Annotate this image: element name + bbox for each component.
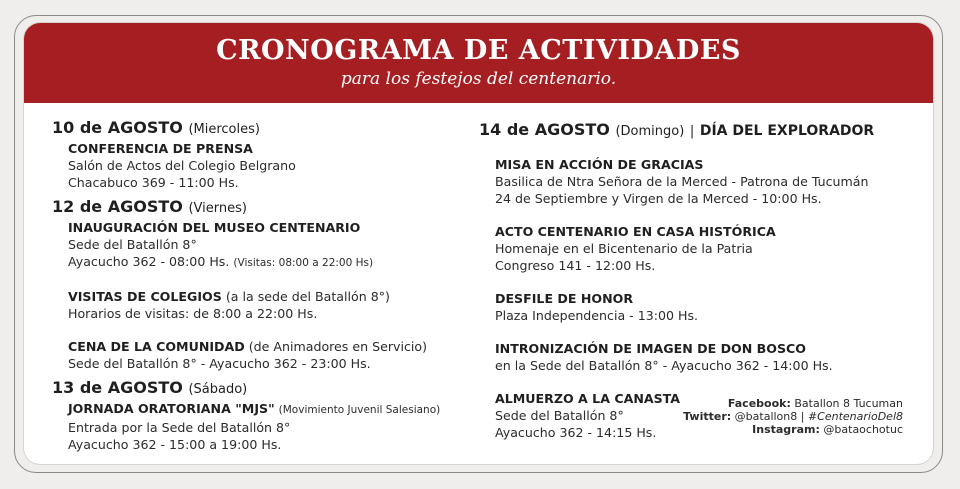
event-title-row: CENA DE LA COMUNIDAD (de Animadores en Servicio) [68, 339, 428, 354]
date-heading: 13 de AGOSTO (Sábado) [52, 378, 248, 397]
date-heading: 12 de AGOSTO (Viernes) [52, 197, 247, 216]
page-subtitle: para los festejos del centenario. [340, 69, 617, 89]
event-title: JORNADA ORATORIANA "MJS" [68, 401, 275, 416]
facebook-line: Facebook: Batallon 8 Tucuman [727, 397, 903, 410]
page-title: CRONOGRAMA DE ACTIVIDADES [216, 35, 741, 66]
social-links [683, 397, 903, 436]
schedule-card [24, 23, 933, 464]
event-line: Sede del Batallón 8° [68, 237, 197, 252]
event-line: Plaza Independencia - 13:00 Hs. [495, 308, 699, 323]
event-title: DESFILE DE HONOR [495, 291, 634, 306]
event-line: Congreso 141 - 12:00 Hs. [495, 258, 656, 273]
event-item [68, 140, 472, 191]
event-item [495, 223, 919, 274]
event-title-row: VISITAS DE COLEGIOS (a la sede del Batallón 8°) [68, 289, 390, 304]
event-line: Chacabuco 369 - 11:00 Hs. [68, 175, 239, 190]
event-line: Basilica de Ntra Señora de la Merced - Patrona de Tucumán [495, 174, 869, 189]
event-line: en la Sede del Batallón 8° - Ayacucho 362 - 14:00 Hs. [495, 358, 833, 373]
special-day-label: DÍA DEL EXPLORADOR [699, 123, 875, 139]
event-title: INTRONIZACIÓN DE IMAGEN DE DON BOSCO [495, 341, 807, 356]
event-line: Ayacucho 362 - 14:15 Hs. [495, 425, 657, 440]
left-column [52, 118, 472, 453]
event-title: INAUGURACIÓN DEL MUSEO CENTENARIO [68, 220, 361, 235]
event-line: Entrada por la Sede del Batallón 8° [68, 420, 291, 435]
event-item [68, 338, 472, 372]
event-line: Ayacucho 362 - 15:00 a 19:00 Hs. [68, 437, 282, 452]
event-title: CENA DE LA COMUNIDAD [68, 339, 245, 354]
event-title-row: JORNADA ORATORIANA "MJS" (Movimiento Juvenil Salesiano) [68, 401, 441, 416]
event-line: 24 de Septiembre y Virgen de la Merced - 10:00 Hs. [495, 191, 822, 206]
event-item [68, 219, 472, 272]
event-title: ALMUERZO A LA CANASTA [495, 391, 681, 406]
event-item [495, 156, 919, 207]
event-line: Ayacucho 362 - 08:00 Hs. (Visitas: 08:00 a 22:00 Hs) [68, 254, 374, 269]
instagram-line: Instagram: @bataochotuc [752, 423, 903, 436]
date-heading: 10 de AGOSTO (Miercoles) [52, 118, 260, 137]
date-heading: 14 de AGOSTO (Domingo) | DÍA DEL EXPLORADOR [479, 120, 875, 139]
event-item [68, 288, 472, 322]
event-item [495, 340, 919, 374]
header-banner [24, 23, 933, 103]
event-item [495, 290, 919, 324]
event-line: Sede del Batallón 8° [495, 408, 624, 423]
event-line: Salón de Actos del Colegio Belgrano [68, 158, 296, 173]
event-title: ACTO CENTENARIO EN CASA HISTÓRICA [495, 224, 776, 239]
right-column [479, 120, 919, 441]
event-line: Horarios de visitas: de 8:00 a 22:00 Hs. [68, 306, 318, 321]
event-item [68, 400, 472, 453]
event-line: Sede del Batallón 8° - Ayacucho 362 - 23:00 Hs. [68, 356, 371, 371]
event-title: MISA EN ACCIÓN DE GRACIAS [495, 157, 704, 172]
event-title: VISITAS DE COLEGIOS [68, 289, 222, 304]
event-line: Homenaje en el Bicentenario de la Patria [495, 241, 753, 256]
twitter-line: Twitter: @batallon8 | #CentenarioDel8 [683, 410, 903, 423]
event-title: CONFERENCIA DE PRENSA [68, 141, 253, 156]
